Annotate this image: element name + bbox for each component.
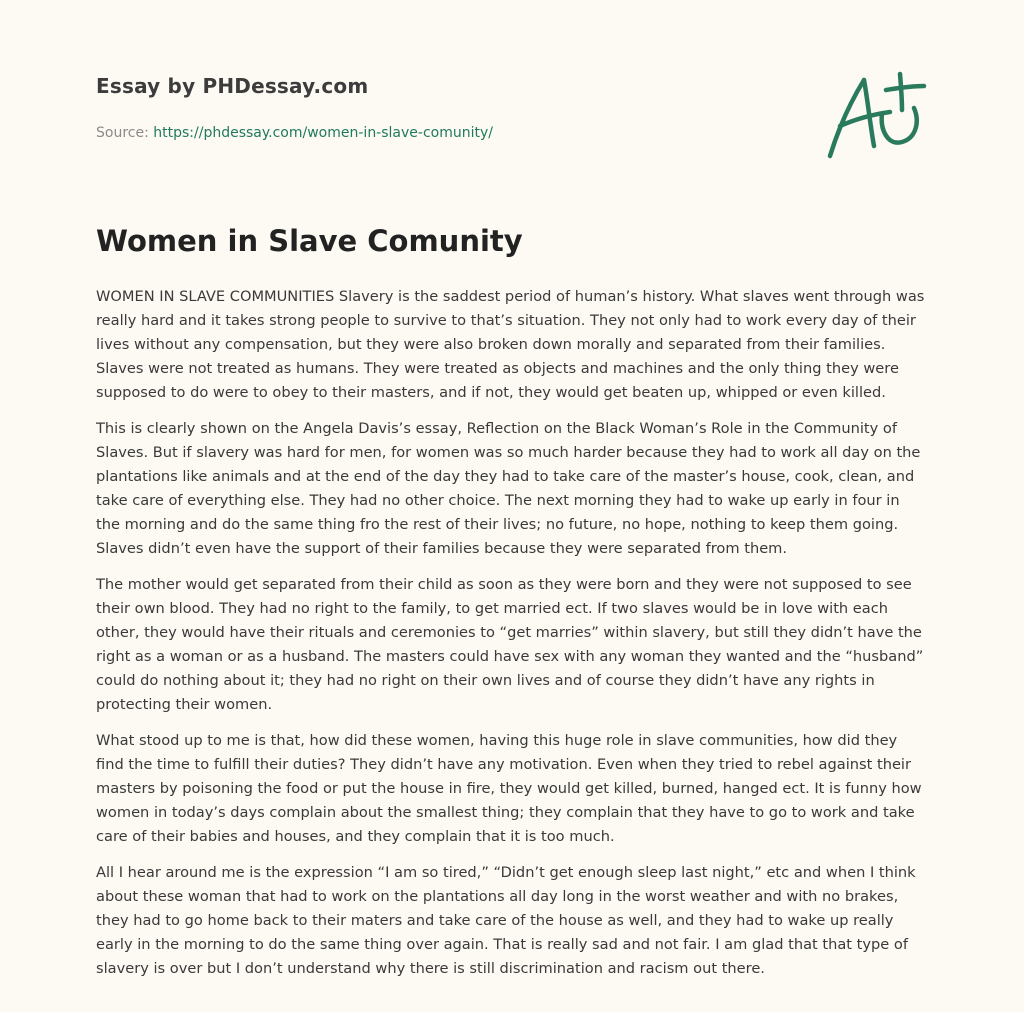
essay-body: [96, 285, 928, 993]
essay-paragraph: The mother would get separated from their child as soon as they were born and they were not supposed to see their own blood. They had no right to the family, to get married ect. If two slaves would be in love with each other, they would have their rituals and ceremonies to “get marries” within slavery, but still they didn’t have the right as a woman or as a husband. The masters could have sex with any woman they wanted and the “husband” could do nothing about it; they had no right on their own lives and of course they didn’t have any rights in protecting their women.: [96, 576, 924, 713]
essay-paragraph: What stood up to me is that, how did these women, having this huge role in slave communities, how did they find the time to fulfill their duties? They didn’t have any motivation. Even when they tried to rebel against their masters by poisoning the food or put the house in fire, they would get killed, burned, hanged ect. It is funny how women in today’s days complain about the smallest thing; they complain that they have to go to work and take care of their babies and houses, and they complain that it is too much.: [96, 732, 922, 845]
source-link[interactable]: https://phdessay.com/women-in-slave-comunity/: [153, 125, 493, 141]
essay-paragraph: This is clearly shown on the Angela Davis’s essay, Reflection on the Black Woman’s Role in the Community of Slaves. But if slavery was hard for men, for women was so much harder because they had to work all day on the plantations like animals and at the end of the day they had to take care of the master’s house, cook, clean, and take care of everything else. They had no other choice. The next morning they had to wake up early in four in the morning and do the same thing fro the rest of their lives; no future, no hope, nothing to keep them going. Slaves didn’t even have the support of their families because they were separated from them.: [96, 420, 921, 557]
source-label: Source:: [96, 125, 154, 141]
a-plus-grade-icon: [824, 68, 928, 164]
source-line: [96, 125, 493, 141]
essay-title: Women in Slave Comunity: [96, 224, 523, 258]
page-header: [96, 74, 936, 141]
essay-paragraph: WOMEN IN SLAVE COMMUNITIES Slavery is the saddest period of human’s history. What slaves went through was really hard and it takes strong people to survive to that’s situation. They not only had to work every day of their lives without any compensation, but they were also broken down morally and separated from their families. Slaves were not treated as humans. They were treated as objects and machines and the only thing they were supposed to do were to obey to their masters, and if not, they would get beaten up, whipped or even killed.: [96, 288, 925, 401]
brand-title: Essay by PHDessay.com: [96, 74, 369, 98]
essay-paragraph: All I hear around me is the expression “I am so tired,” “Didn’t get enough sleep last night,” etc and when I think about these woman that had to work on the plantations all day long in the worst weather and with no brakes, they had to go home back to their maters and take care of the house as well, and they had to wake up really early in the morning to do the same thing over again. That is really sad and not fair. I am glad that that type of slavery is over but I don’t understand why there is still discrimination and racism out there.: [96, 864, 916, 977]
